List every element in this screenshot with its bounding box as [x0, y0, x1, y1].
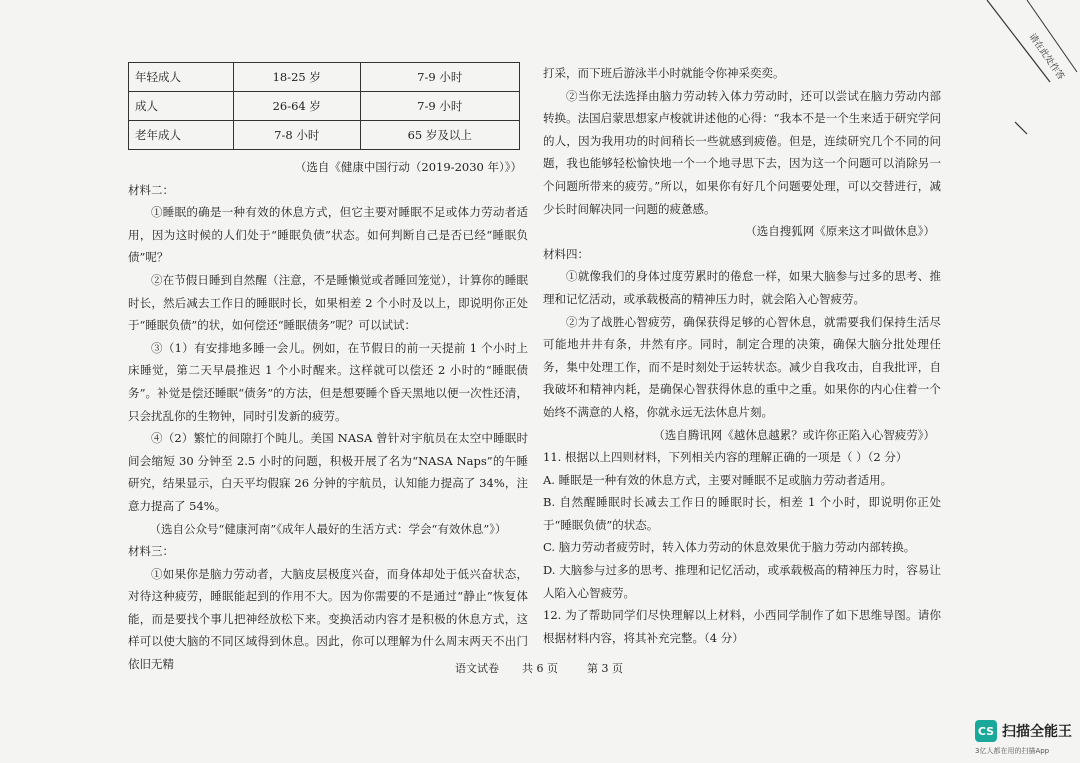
table-cell: 成人 — [129, 92, 234, 121]
table-row — [129, 63, 520, 92]
paragraph: ②当你无法选择由脑力劳动转入体力劳动时，还可以尝试在脑力劳动内部转换。法国启蒙思想家卢梭就讲述他的心得：“我本不是一个生来适于研究学问的人，因为我用功的时间稍长一些就感到疲倦。但是，连续研究几个不同的问题，我也能够轻松愉快地一个一个地寻思下去，因为这一个问题可以消除另一个问题所带来的疲劳。”所以，如果你有好几个问题要处理，可以交替进行，减少长时间解决同一问题的疲惫感。 — [543, 88, 941, 216]
table-cell: 7-9 小时 — [360, 63, 520, 92]
paragraph: ②为了战胜心智疲劳，确保获得足够的心智休息，就需要我们保持生活尽可能地井井有条，井然有序。同时，制定合理的决策，确保大脑分批处理任务，集中处理工作，而不是时刻处于运转状态。减少自我攻击，自我批评，自我破坏和精神内耗，是确保心智获得休息的重中之重。如果你的内心住着一个始终不满意的人格，你就永远无法休息片刻。 — [543, 314, 941, 419]
paragraph: ①如果你是脑力劳动者，大脑皮层极度兴奋，而身体却处于低兴奋状态，对待这种疲劳，睡眠能起到的作用不大。因为你需要的不是通过“静止”恢复体能，而是要找个事儿把神经放松下来。变换活动内容才是积极的休息方式，这样可以使大脑的不同区域得到休息。因此，你可以理解为什么周末两天不出门依旧无精 — [128, 566, 528, 672]
right-column — [543, 62, 941, 649]
left-column — [128, 62, 528, 676]
source-citation: （选自腾讯网《越休息越累？或许你正陷入心智疲劳》） — [653, 427, 935, 442]
question-11: 11. 根据以上四则材料，下列相关内容的理解正确的一项是（ ）（2 分） — [543, 450, 908, 465]
camscanner-logo — [975, 720, 1072, 742]
material-title: 材料三： — [128, 544, 174, 559]
logo-name: 扫描全能王 — [1002, 724, 1072, 740]
source-citation: （选自公众号“健康河南”《成年人最好的生活方式：学会“有效休息”》） — [149, 521, 507, 536]
table-cell: 7-9 小时 — [360, 92, 520, 121]
question-12: 12. 为了帮助同学们尽快理解以上材料，小西同学制作了如下思维导图。请你根据材料内容，将其补充完整。（4 分） — [543, 608, 941, 645]
table-cell: 年轻成人 — [129, 63, 234, 92]
footer-page-number: 第 3 页 — [587, 662, 623, 675]
paragraph: ④（2）繁忙的间隙打个盹儿。美国 NASA 曾针对宇航员在太空中睡眠时间会缩短 30 分钟至 2.5 小时的问题，积极开展了名为“NASA Naps”的午睡研究，结果显示，白天平均假寐 26 分钟的宇航员，认知能力提高了 34%，注意力提高了 54%。 — [128, 431, 528, 513]
logo-tagline: 3亿人都在用的扫描App — [975, 747, 1050, 755]
sleep-duration-table — [128, 62, 520, 150]
paragraph: 打采，而下班后游泳半小时就能令你神采奕奕。 — [543, 66, 785, 80]
paragraph: ③（1）有安排地多睡一会儿。例如，在节假日的前一天提前 1 个小时上床睡觉，第二天早晨推迟 1 个小时醒来。这样就可以偿还 2 小时的“睡眠债务”。补觉是偿还睡眠“债务”的方法，但是想要睡个昏天黑地以便一次性还清，只会扰乱你的生物钟，同时引发新的疲劳。 — [128, 340, 528, 423]
table-row — [129, 121, 520, 150]
source-citation: （选自《健康中国行动（2019-2030 年）》） — [294, 160, 522, 174]
source-citation: （选自搜狐网《原来这才叫做休息》） — [745, 224, 935, 239]
paragraph: ①就像我们的身体过度劳累时的倦怠一样，如果大脑参与过多的思考、推理和记忆活动，或承载极高的精神压力时，就会陷入心智疲劳。 — [543, 269, 941, 306]
material-title: 材料四： — [543, 246, 589, 261]
paragraph: ①睡眠的确是一种有效的休息方式，但它主要对睡眠不足或体力劳动者适用，因为这时候的人们处于“睡眠负债”状态。如何判断自己是否已经“睡眠负债”呢？ — [128, 205, 528, 265]
footer-total-pages: 共 6 页 — [522, 662, 558, 675]
option-d: D. 大脑参与过多的思考、推理和记忆活动，或承载极高的精神压力时，容易让人陷入心智疲劳。 — [543, 563, 941, 600]
table-cell: 18-25 岁 — [234, 63, 361, 92]
table-cell: 26-64 岁 — [234, 92, 361, 121]
table-cell: 65 岁及以上 — [360, 121, 520, 150]
table-cell: 老年成人 — [129, 121, 234, 150]
footer-subject: 语文试卷 — [455, 662, 499, 675]
corner-note: 请在此处作答 — [1026, 31, 1066, 82]
option-c: C. 脑力劳动者疲劳时，转入体力劳动的休息效果优于脑力劳动内部转换。 — [543, 540, 916, 555]
paragraph: ②在节假日睡到自然醒（注意，不是睡懒觉或者睡回笼觉），计算你的睡眠时长，然后减去工作日的睡眠时长，如果相差 2 个小时及以上，即说明你正处于“睡眠负债”的状，如何偿还“睡眠债务”呢？可以试试： — [128, 272, 528, 333]
option-b: B. 自然醒睡眠时长减去工作日的睡眠时长，相差 1 个小时，即说明你正处于“睡眠负债”的状态。 — [543, 495, 941, 532]
option-a: A. 睡眠是一种有效的休息方式，主要对睡眠不足或脑力劳动者适用。 — [543, 472, 893, 487]
table-row — [129, 92, 520, 121]
answer-corner-mark-icon — [985, 0, 1080, 140]
table-cell: 7-8 小时 — [234, 121, 361, 150]
material-title: 材料二： — [128, 182, 174, 197]
cs-badge-icon: CS — [975, 720, 997, 742]
